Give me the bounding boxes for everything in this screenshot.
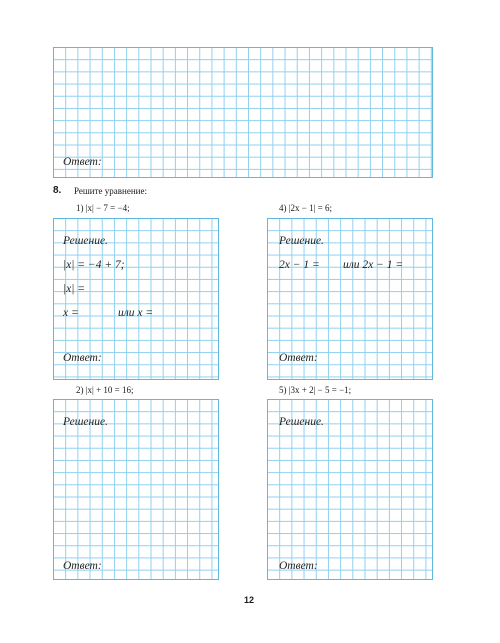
top-answer-grid[interactable] <box>53 47 433 178</box>
equation-1-solution-label: Решение. <box>63 235 108 247</box>
equation-1-label: 1) |x| − 7 = −4; <box>76 203 130 213</box>
top-answer-label: Ответ: <box>63 156 102 168</box>
task-title: Решите уравнение: <box>74 186 147 196</box>
equation-1-step-3a: x = <box>63 307 79 319</box>
equation-5-answer-label: Ответ: <box>279 560 318 572</box>
equation-1-step-2: |x| = <box>63 283 86 295</box>
equation-2-answer-label: Ответ: <box>63 560 102 572</box>
equation-5-solution-label: Решение. <box>279 416 324 428</box>
equation-4-label: 4) |2x − 1| = 6; <box>279 203 333 213</box>
equation-2-solution-label: Решение. <box>63 416 108 428</box>
equation-2-label: 2) |x| + 10 = 16; <box>76 385 134 395</box>
equation-4-answer-label: Ответ: <box>279 352 318 364</box>
equation-4-step-1b: или 2x − 1 = <box>343 259 404 271</box>
equation-1-step-3b: или x = <box>118 307 154 319</box>
equation-5-label: 5) |3x + 2| − 5 = −1; <box>279 385 352 395</box>
equation-1-answer-label: Ответ: <box>63 352 102 364</box>
task-number: 8. <box>53 185 62 196</box>
page-number: 12 <box>244 595 255 605</box>
equation-4-solution-label: Решение. <box>279 235 324 247</box>
equation-1-step-1: |x| = −4 + 7; <box>63 259 125 271</box>
equation-4-step-1a: 2x − 1 = <box>279 259 320 271</box>
